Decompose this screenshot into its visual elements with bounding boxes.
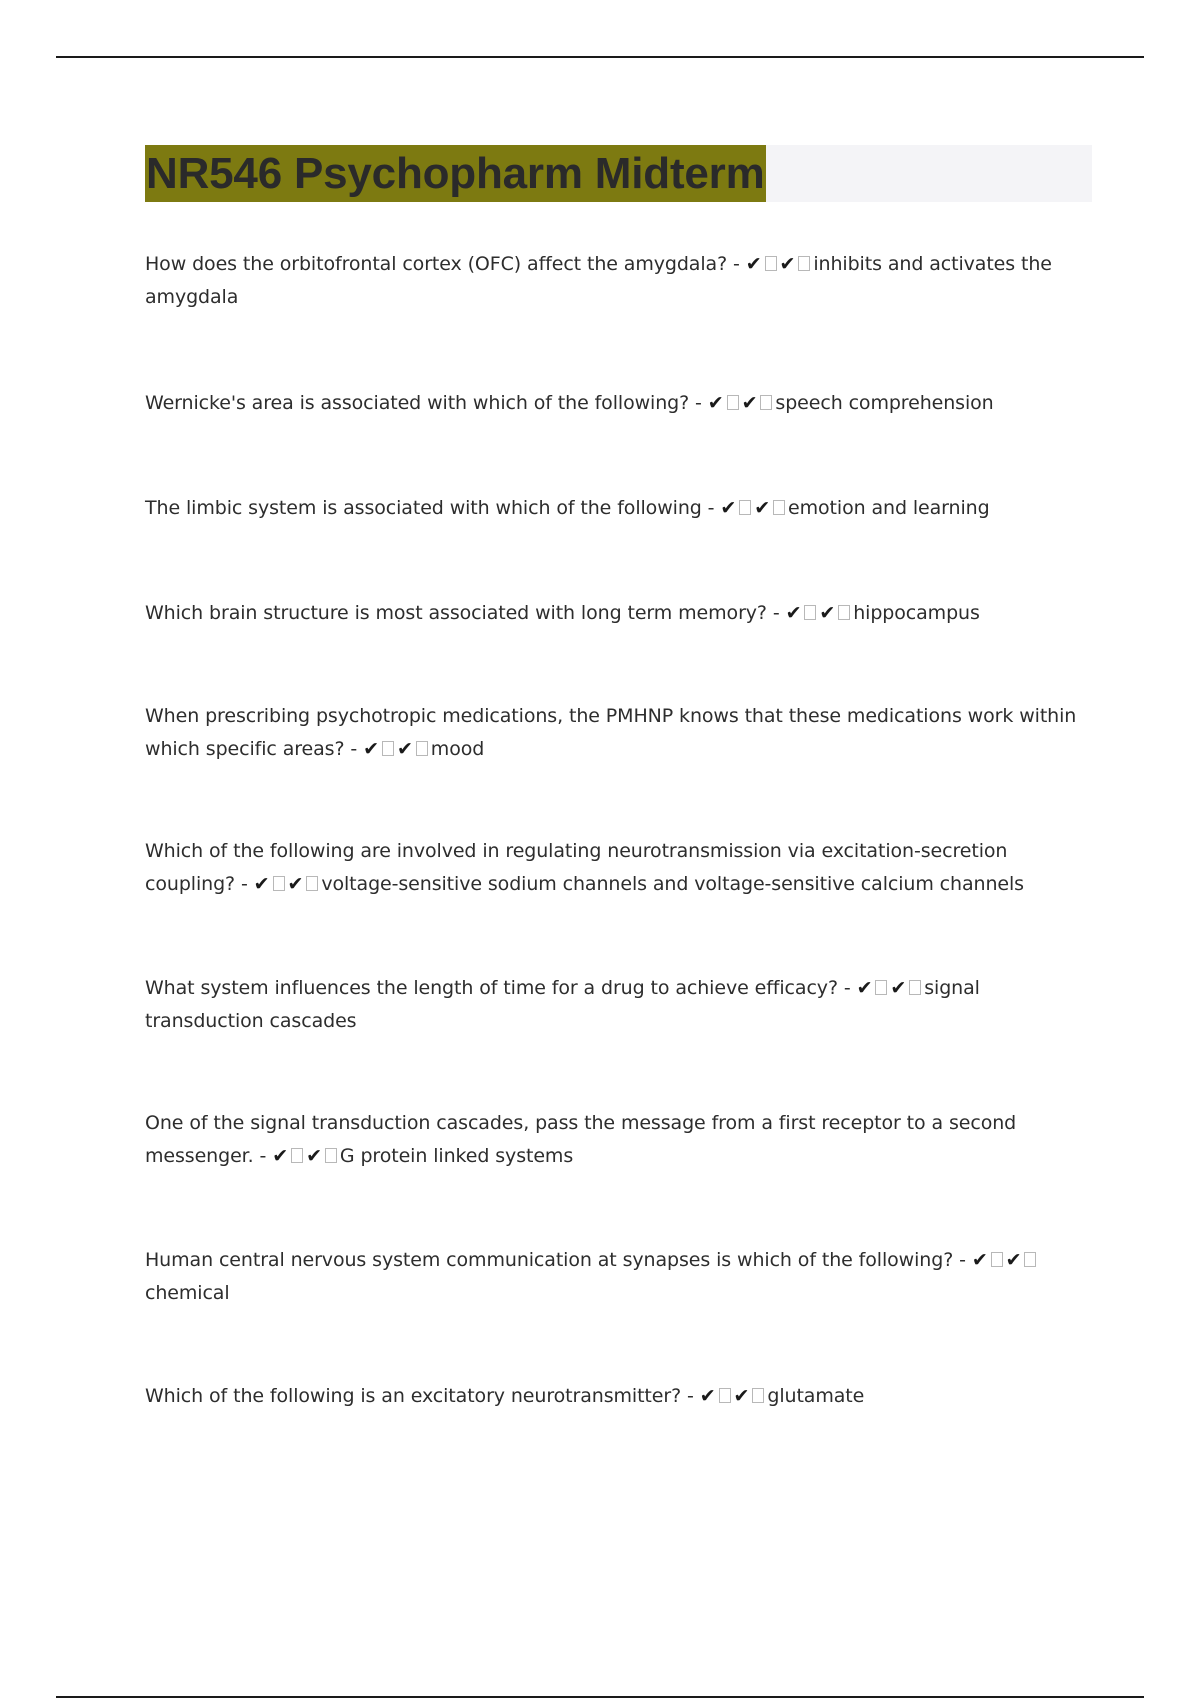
- check-icon: ✔: [819, 602, 836, 624]
- separator: -: [701, 497, 721, 519]
- qa-item-10: [145, 1380, 1095, 1413]
- separator: -: [953, 1249, 972, 1271]
- check-icon: ✔: [745, 253, 762, 275]
- box-icon: [875, 980, 887, 995]
- box-icon: [760, 395, 772, 410]
- separator: -: [344, 738, 364, 760]
- check-icon: ✔: [971, 1249, 988, 1271]
- separator: -: [837, 977, 857, 999]
- box-icon: [773, 500, 785, 515]
- box-icon: [909, 980, 921, 995]
- question-text: When prescribing psychotropic medications, the PMHNP knows that these medications work within which specific areas?: [145, 705, 1077, 760]
- document-title: NR546 Psychopharm Midterm: [145, 145, 766, 202]
- qa-item-3: [145, 492, 1095, 525]
- answer-text: speech comprehension: [775, 392, 994, 414]
- question-text: How does the orbitofrontal cortex (OFC) affect the amygdala?: [145, 253, 728, 275]
- top-rule: [56, 56, 1144, 58]
- answer-text: glutamate: [767, 1385, 865, 1407]
- separator: -: [766, 602, 786, 624]
- qa-item-1: [145, 248, 1095, 314]
- check-icon: ✔: [890, 977, 907, 999]
- check-icon: ✔: [733, 1385, 750, 1407]
- box-icon: [416, 741, 428, 756]
- check-icon: ✔: [779, 253, 796, 275]
- separator: -: [253, 1145, 273, 1167]
- check-icon: ✔: [754, 497, 771, 519]
- answer-text: chemical: [145, 1282, 230, 1304]
- qa-item-4: [145, 597, 1095, 630]
- check-icon: ✔: [363, 738, 379, 760]
- separator: -: [235, 873, 254, 895]
- qa-item-6: [145, 835, 1095, 901]
- box-icon: [325, 1148, 337, 1163]
- box-icon: [752, 1388, 764, 1403]
- box-icon: [765, 256, 777, 271]
- check-icon: ✔: [306, 1145, 322, 1167]
- box-icon: [804, 605, 816, 620]
- qa-item-5: [145, 700, 1095, 766]
- check-icon: ✔: [699, 1385, 716, 1407]
- qa-item-9: [145, 1244, 1095, 1310]
- question-text: Which of the following is an excitatory neurotransmitter?: [145, 1385, 682, 1407]
- box-icon: [273, 876, 285, 891]
- check-icon: ✔: [253, 873, 270, 895]
- box-icon: [727, 395, 739, 410]
- box-icon: [306, 876, 318, 891]
- check-icon: ✔: [707, 392, 724, 414]
- box-icon: [798, 256, 810, 271]
- separator: -: [727, 253, 746, 275]
- answer-text: G protein linked systems: [339, 1145, 574, 1167]
- check-icon: ✔: [741, 392, 758, 414]
- question-text: Which brain structure is most associated with long term memory?: [145, 602, 767, 624]
- separator: -: [689, 392, 708, 414]
- qa-item-2: [145, 387, 1095, 420]
- answer-text: mood: [430, 738, 485, 760]
- box-icon: [1024, 1252, 1036, 1267]
- question-text: One of the signal transduction cascades, pass the message from a first receptor to a second messenger.: [145, 1112, 1017, 1167]
- check-icon: ✔: [287, 873, 304, 895]
- box-icon: [739, 500, 751, 515]
- check-icon: ✔: [785, 602, 802, 624]
- answer-text: emotion and learning: [788, 497, 990, 519]
- qa-item-7: [145, 972, 1095, 1038]
- check-icon: ✔: [856, 977, 873, 999]
- check-icon: ✔: [272, 1145, 289, 1167]
- check-icon: ✔: [720, 497, 737, 519]
- box-icon: [719, 1388, 731, 1403]
- separator: -: [681, 1385, 700, 1407]
- bottom-rule: [56, 1696, 1144, 1698]
- question-text: The limbic system is associated with which of the following: [145, 497, 702, 519]
- answer-text: hippocampus: [853, 602, 980, 624]
- answer-text: inhibits and activates the amygdala: [145, 253, 1052, 308]
- question-text: What system influences the length of time for a drug to achieve efficacy?: [145, 977, 838, 999]
- box-icon: [991, 1252, 1003, 1267]
- box-icon: [382, 741, 394, 756]
- question-text: Wernicke's area is associated with which of the following?: [145, 392, 690, 414]
- check-icon: ✔: [396, 738, 413, 760]
- title-band: [145, 145, 1092, 202]
- qa-item-8: [145, 1107, 1095, 1173]
- answer-text: signal transduction cascades: [145, 977, 980, 1032]
- check-icon: ✔: [1005, 1249, 1022, 1271]
- question-text: Which of the following are involved in regulating neurotransmission via excitation-secretion coupling?: [145, 840, 1008, 895]
- box-icon: [291, 1148, 303, 1163]
- answer-text: voltage-sensitive sodium channels and voltage-sensitive calcium channels: [321, 873, 1024, 895]
- box-icon: [838, 605, 850, 620]
- question-text: Human central nervous system communication at synapses is which of the following?: [145, 1249, 954, 1271]
